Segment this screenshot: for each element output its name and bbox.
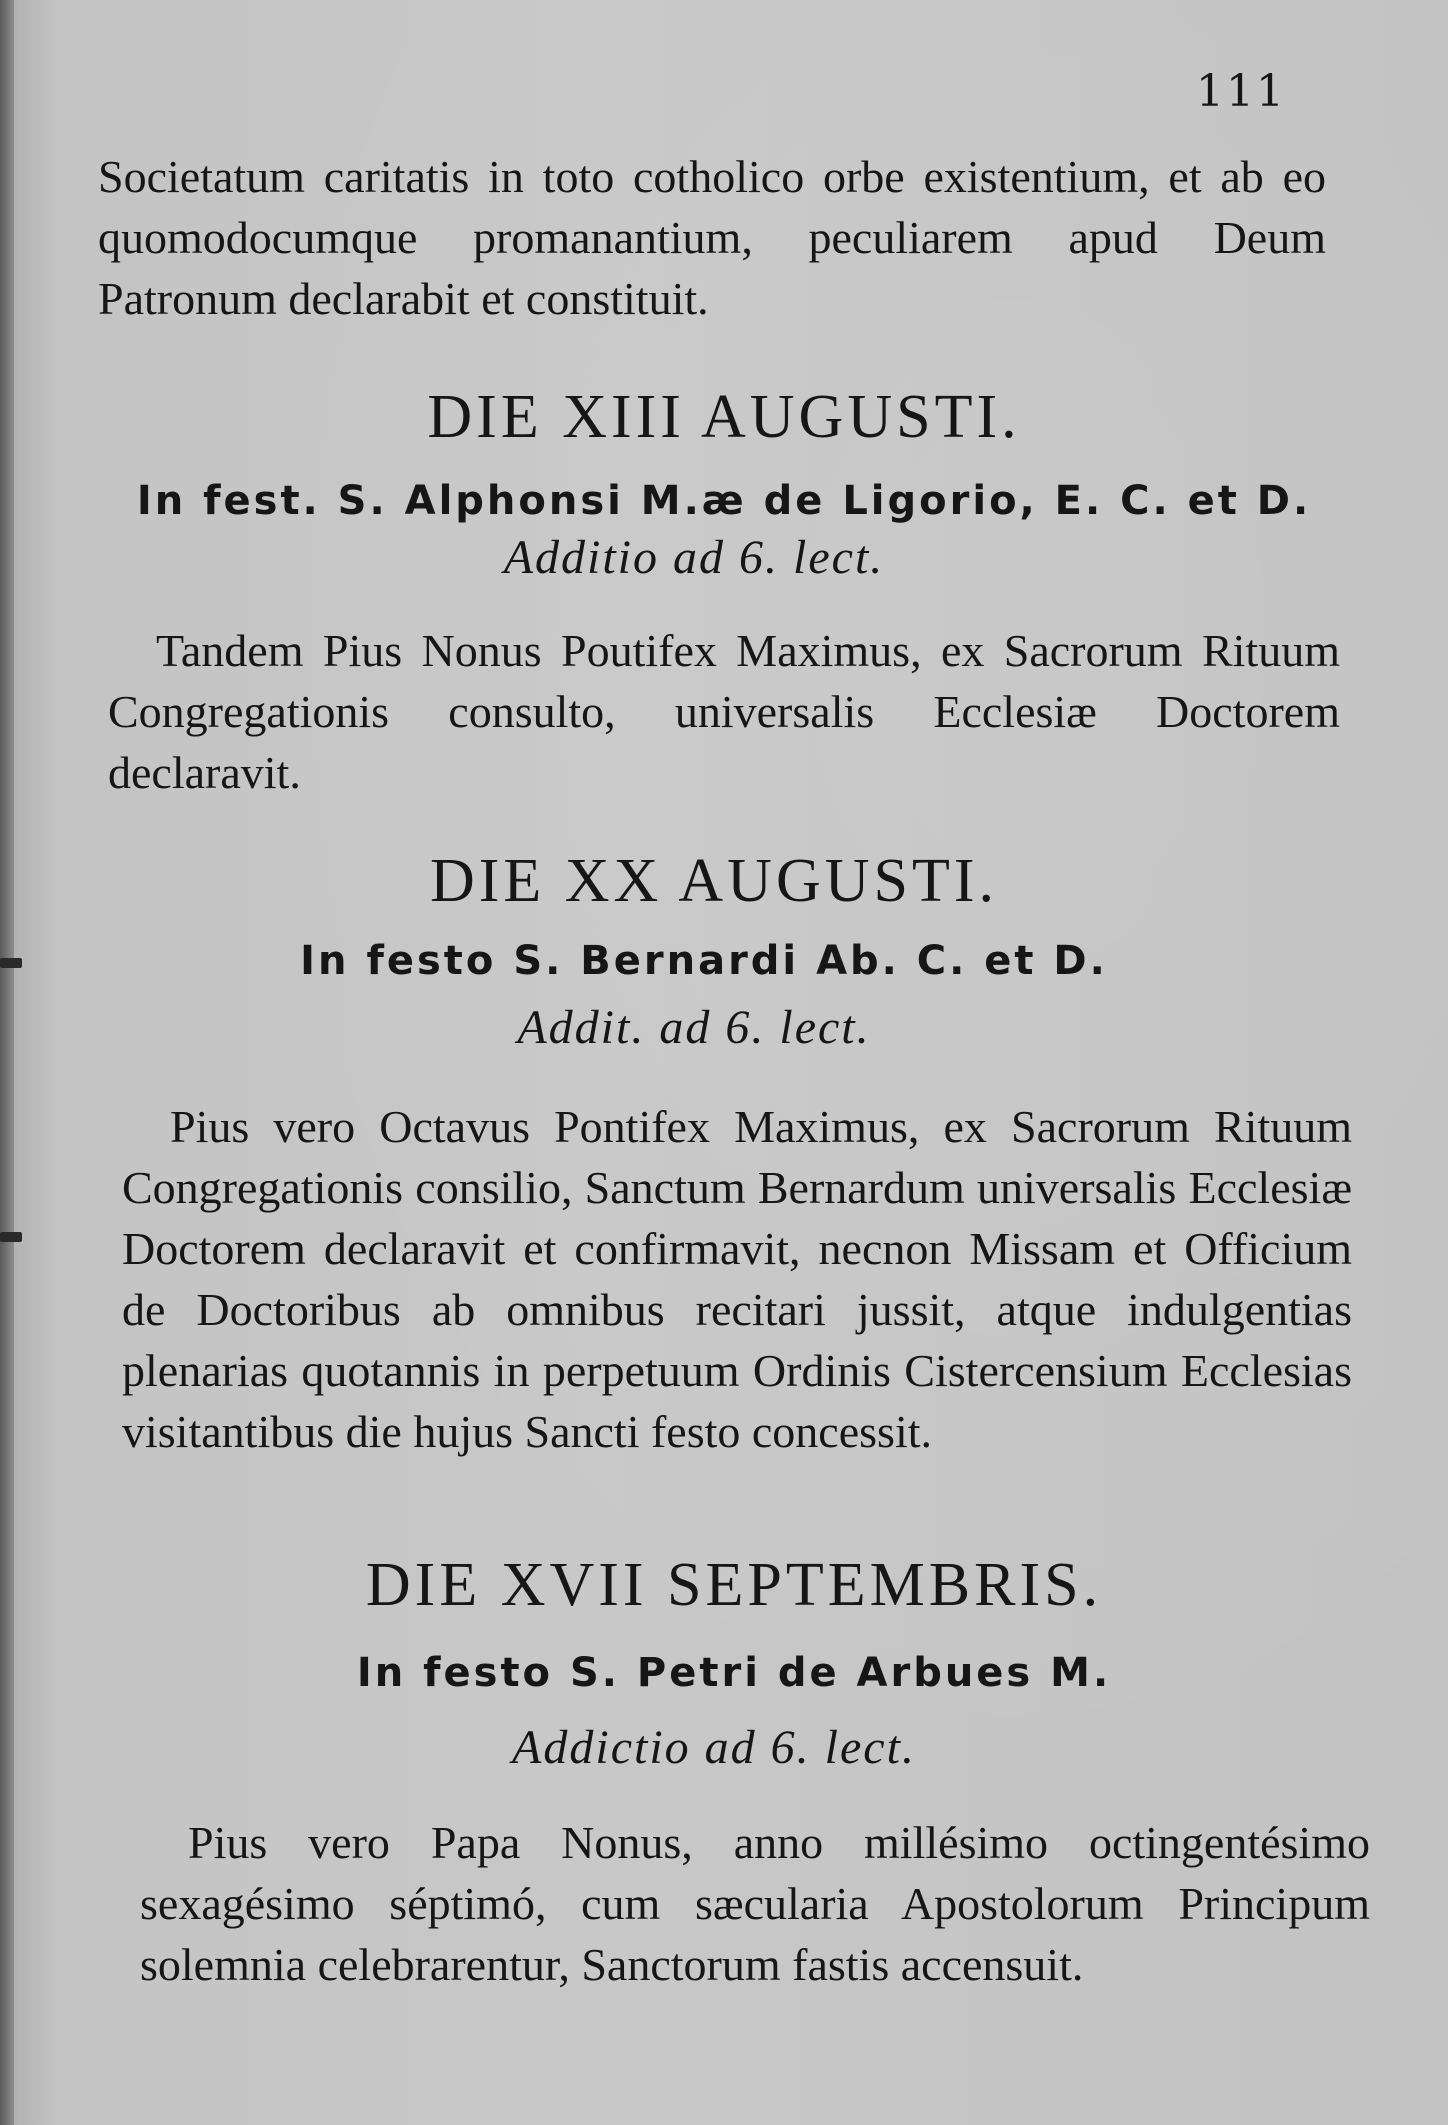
book-spine	[0, 0, 14, 2125]
lection-note: Additio ad 6. lect.	[503, 531, 885, 584]
binding-stitch	[0, 1232, 22, 1242]
page-number: 111	[1196, 66, 1286, 117]
lection-note: Addit. ad 6. lect.	[517, 1001, 871, 1054]
feast-subheading: In fest. S. Alphonsi M.æ de Ligorio, E. C. et D.	[136, 478, 1312, 524]
intro-paragraph: Societatum caritatis in toto cotholico orbe existentium, et ab eo quomodocumque promanantium, peculiarem apud Deum Patronum declarabit et constituit.	[98, 151, 1326, 324]
feast-subheading: In festo S. Petri de Arbues M.	[356, 1650, 1112, 1696]
section-paragraph: Tandem Pius Nonus Poutifex Maximus, ex Sacrorum Rituum Congregationis consulto, universalis Ecclesiæ Doctorem declaravit.	[108, 625, 1340, 798]
section-date-heading: DIE XVII SEPTEMBRIS.	[365, 1551, 1103, 1619]
section-paragraph: Pius vero Papa Nonus, anno millésimo octingentésimo sexagésimo séptimó, cum sæcularia Apostolorum Principum solemnia celebrarentur, Sanctorum fastis accensuit.	[140, 1817, 1370, 1990]
section-date-heading: DIE XIII AUGUSTI.	[427, 383, 1021, 451]
feast-subheading: In festo S. Bernardi Ab. C. et D.	[300, 938, 1108, 984]
lection-note: Addictio ad 6. lect.	[512, 1721, 916, 1774]
section-paragraph: Pius vero Octavus Pontifex Maximus, ex Sacrorum Rituum Congregationis consilio, Sanctum Bernardum universalis Ecclesiæ Doctorem declaravit et confirmavit, necnon Missam et Officium de Doctoribus ab omnibus recitari jussit, atque indulgentias plenarias quotannis in perpetuum Ordinis Cistercensium Ecclesias visitantibus die hujus Sancti festo concessit.	[122, 1101, 1352, 1457]
section-date-heading: DIE XX AUGUSTI.	[429, 847, 999, 915]
